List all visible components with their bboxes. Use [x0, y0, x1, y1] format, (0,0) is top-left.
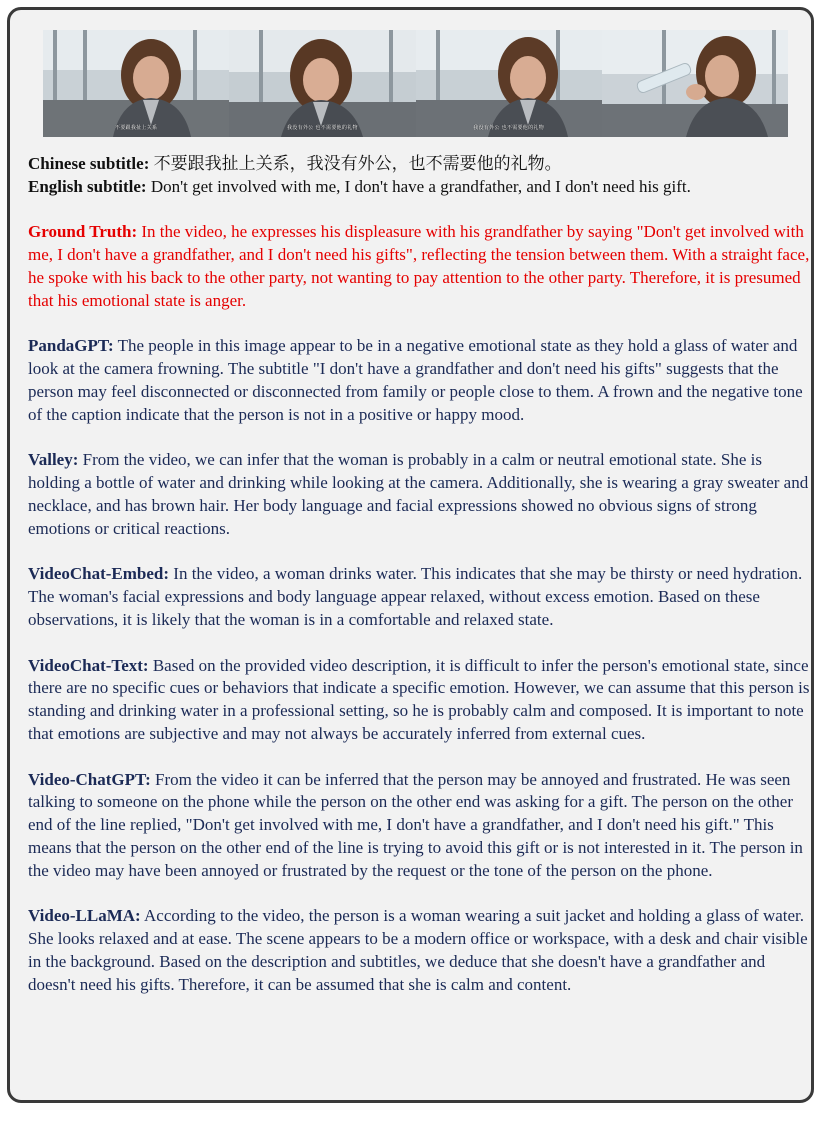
- answer-text: According to the video, the person is a woman wearing a suit jacket and holding a glass of water. She looks relaxed and at ease. The scene appears to be a modern office or workspace, with a desk and chair visible in the background. Based on the description and subtitles, we deduce that she doesn't have a grandfather and doesn't need his gifts. Therefore, it can be assumed that she is calm and content.: [28, 906, 808, 994]
- answer-video-llama: [28, 905, 812, 996]
- frame-subtitle: 我没有外公 也不需要他的礼物: [473, 125, 545, 131]
- answer-text: The people in this image appear to be in a negative emotional state as they hold a glass of water and look at the camera frowning. The subtitle "I don't have a grandfather and don't need his gifts" suggests that the person may feel disconnected or disconnected from family or people close to them. A frown and the negative tone of the caption indicate that the person is not in a positive or happy mood.: [28, 336, 803, 424]
- chinese-subtitle-text: 不要跟我扯上关系，我没有外公，也不需要他的礼物。: [149, 154, 562, 173]
- video-frames-strip: [43, 30, 788, 137]
- answer-label: VideoChat-Text:: [28, 655, 149, 675]
- video-frame-4: [602, 30, 788, 137]
- ground-truth-label: Ground Truth:: [28, 222, 138, 242]
- answer-videochat-embed: [28, 563, 812, 631]
- video-frame-2: [229, 30, 415, 137]
- figure-panel: [7, 7, 814, 1103]
- chinese-subtitle-line: [28, 153, 812, 176]
- answer-valley: [28, 449, 812, 540]
- answer-label: Video-LLaMA:: [28, 906, 141, 926]
- video-frame-3: [416, 30, 602, 137]
- english-subtitle-text: Don't get involved with me, I don't have a grandfather, and I don't need his gift.: [146, 176, 691, 196]
- frame-subtitle: 不要跟我扯上关系: [114, 125, 158, 131]
- english-subtitle-line: [28, 176, 812, 199]
- answer-label: Video-ChatGPT:: [28, 769, 151, 789]
- answer-video-chatgpt: [28, 769, 812, 883]
- answer-text: From the video it can be inferred that the person may be annoyed and frustrated. He was seen talking to someone on the phone while the person on the other end was asking for a gift. The person on the other end of the line replied, "Don't get involved with me, I don't have a grandfather, and I don't need his gift." This means that the person on the other end of the line is trying to avoid this gift or is not interested in it. The person in the video may have been annoyed or frustrated by the request or the tone of the person on the phone.: [28, 769, 803, 880]
- english-subtitle-label: English subtitle:: [28, 176, 147, 196]
- answer-text: From the video, we can infer that the woman is probably in a calm or neutral emotional state. She is holding a bottle of water and drinking while looking at the camera. Additionally, she is wearing a gray sweater and necklace, and has brown hair. Her body language and facial expressions showed no obvious signs of strong emotions or critical reactions.: [28, 450, 809, 538]
- ground-truth-paragraph: [28, 221, 812, 312]
- caption-text-block: [28, 153, 812, 996]
- chinese-subtitle-label: Chinese subtitle:: [28, 154, 150, 173]
- answer-label: PandaGPT:: [28, 336, 114, 356]
- answer-videochat-text: [28, 655, 812, 746]
- answer-text: In the video, a woman drinks water. This indicates that she may be thirsty or need hydration. The woman's facial expressions and body language appear relaxed, without excess emotion. Based on these observations, it is likely that the woman is in a comfortable and relaxed state.: [28, 564, 803, 629]
- ground-truth-text: In the video, he expresses his displeasure with his grandfather by saying "Don't get involved with me, I don't have a grandfather, and I don't need his gifts", reflecting the tension between them. With a straight face, he spoke with his back to the other party, not wanting to pay attention to the other party. Therefore, it is presumed that his emotional state is anger.: [28, 222, 810, 310]
- answer-text: Based on the provided video description, it is difficult to infer the person's emotional state, since there are no specific cues or behaviors that indicate a specific emotion. However, we can assume that this person is standing and drinking water in a professional setting, so he is probably calm and composed. It is important to note that emotions are subjective and may not always be accurately inferred from external cues.: [28, 655, 810, 743]
- answer-label: VideoChat-Embed:: [28, 564, 170, 584]
- video-frame-1: [43, 30, 229, 137]
- answer-label: Valley:: [28, 450, 79, 470]
- answer-pandagpt: [28, 335, 812, 426]
- frame-subtitle: 我没有外公 也不需要他的礼物: [286, 125, 358, 131]
